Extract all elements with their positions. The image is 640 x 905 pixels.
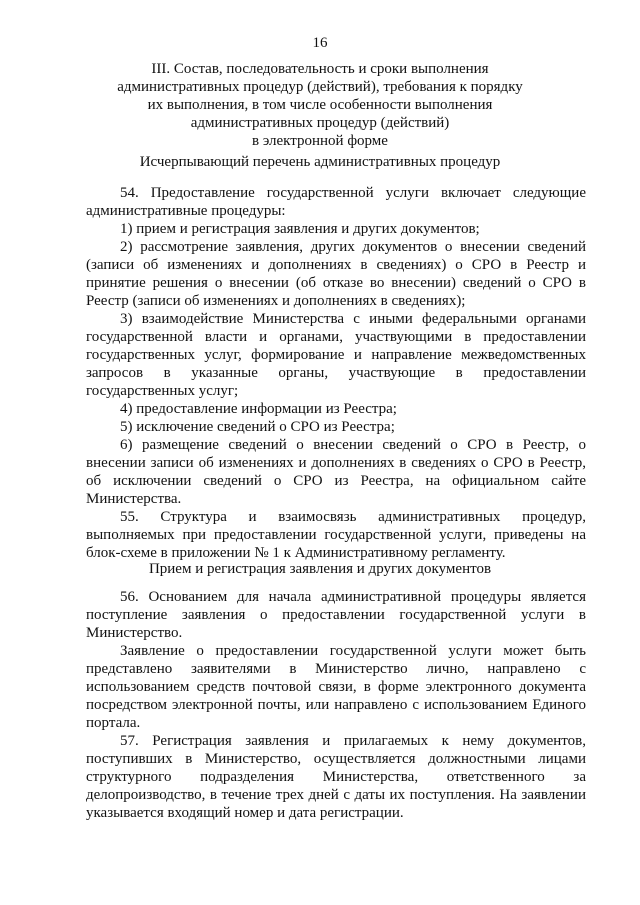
list-item-6: 6) размещение сведений о внесении сведений о СРО в Реестр, о внесении записи об изменениях и дополнениях в сведениях о СРО в Реестр, об исключении сведений о СРО из Реестра, на официальном сайте Министерства. (86, 437, 586, 507)
subheading-procedures-list: Исчерпывающий перечень административных процедур (139, 154, 501, 170)
list-item-4: 4) предоставление информации из Реестра; (120, 401, 397, 417)
paragraph-group-1 (86, 184, 586, 562)
paragraph-application: Заявление о предоставлении государственной услуги может быть представлено заявителями в Министерство лично, направлено с использованием средств почтовой связи, в форме электронного документа посредством электронной почты, или направлено с использованием Единого портала. (86, 643, 586, 731)
list-item-1: 1) прием и регистрация заявления и других документов; (120, 221, 480, 237)
subheading-reception: Прием и регистрация заявления и других документов (148, 561, 492, 577)
paragraph-group-2 (86, 588, 586, 822)
section-heading-line: административных процедур (действий) (190, 115, 450, 131)
section-heading (100, 60, 540, 150)
list-item-5: 5) исключение сведений о СРО из Реестра; (120, 419, 395, 435)
paragraph-54: 54. Предоставление государственной услуги включает следующие административные процедуры: (86, 185, 586, 219)
list-item-2: 2) рассмотрение заявления, других документов о внесении сведений (записи об изменениях и дополнениях в сведениях) о СРО в Реестр и принятие решения о внесении (об отказе во внесении) сведений о СРО в Реестр (записи об изменениях и дополнениях в сведениях); (86, 239, 586, 309)
paragraph-55: 55. Структура и взаимосвязь административных процедур, выполняемых при предоставлении государственной услуги, приведены на блок-схеме в приложении № 1 к Административному регламенту. (86, 509, 586, 561)
page-number: 16 (312, 35, 328, 51)
section-heading-line: административных процедур (действий), требования к порядку (117, 79, 523, 95)
section-heading-line: III. Состав, последовательность и сроки выполнения (151, 61, 489, 77)
paragraph-56: 56. Основанием для начала административной процедуры является поступление заявления о предоставлении государственной услуги в Министерство. (86, 589, 586, 641)
paragraph-57: 57. Регистрация заявления и прилагаемых к нему документов, поступивших в Министерство, осуществляется должностными лицами структурного подразделения Министерства, ответственного за делопроизводство, в течение трех дней с даты их поступления. На заявлении указывается входящий номер и дата регистрации. (86, 733, 586, 821)
list-item-3: 3) взаимодействие Министерства с иными федеральными органами государственной власти и органами, участвующими в предоставлении государственных услуг, формирование и направление межведомственных запросов в указанные органы, участвующие в предоставлении государственных услуг; (86, 311, 586, 399)
section-heading-line: в электронной форме (252, 133, 388, 149)
section-heading-line: их выполнения, в том числе особенности выполнения (147, 97, 493, 113)
